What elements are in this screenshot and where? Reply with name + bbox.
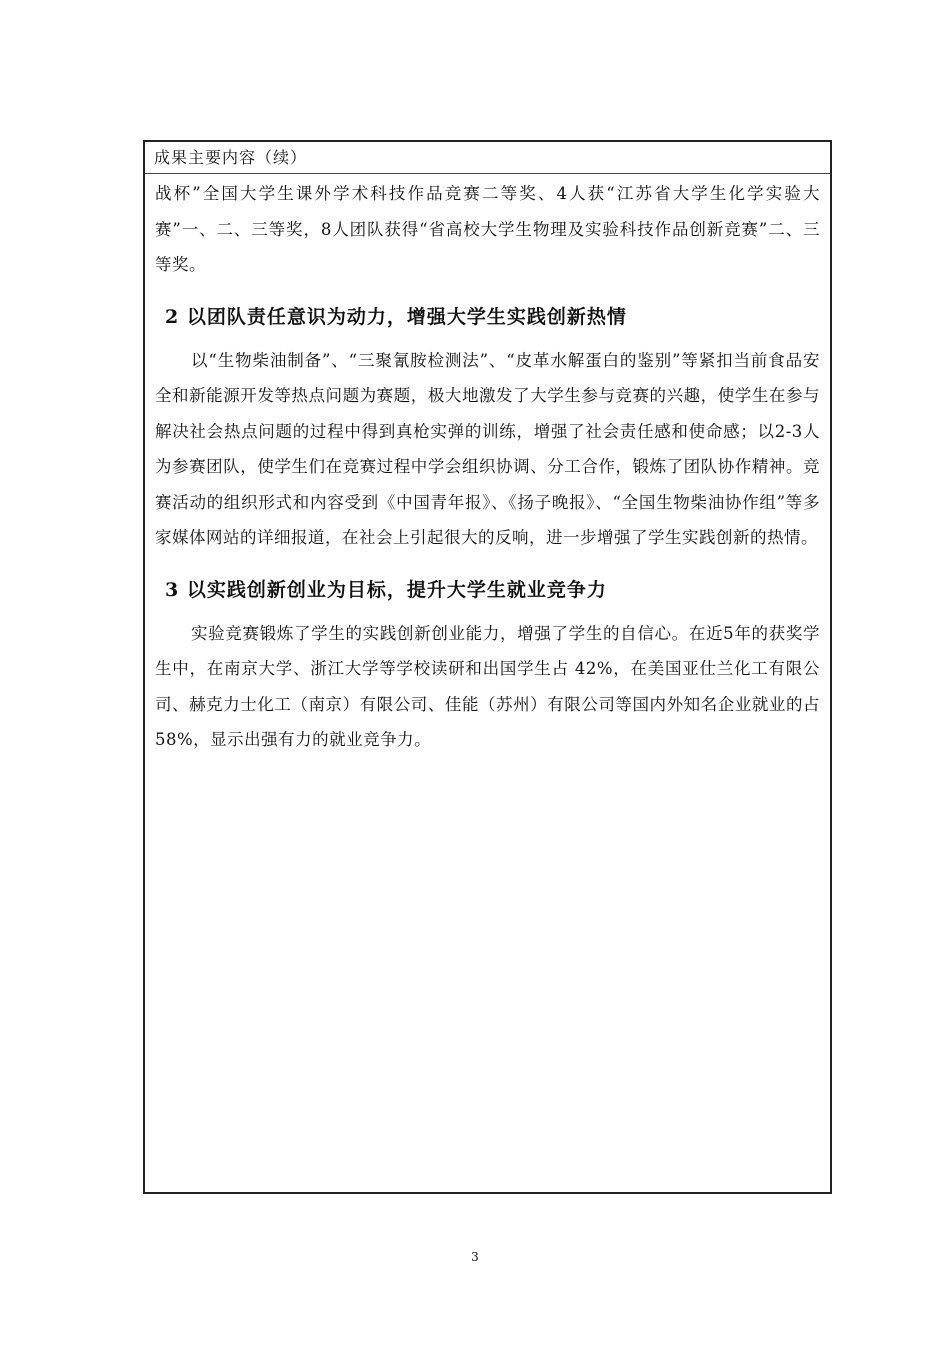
content-frame [143, 140, 832, 1194]
section-heading-3: 3 以实践创新创业为目标，提升大学生就业竞争力 [165, 578, 607, 601]
section-paragraph-2: 以“生物柴油制备”、“三聚氰胺检测法”、“皮革水解蛋白的鉴别”等紧扣当前食品安全和新能源开发等热点问题为赛题，极大地激发了大学生参与竞赛的兴趣，使学生在参与解决社会热点问题的过程中得到真枪实弹的训练，增强了社会责任感和使命感；以2-3人为参赛团队，使学生们在竞赛过程中学会组织协调、分工合作，锻炼了团队协作精神。竞赛活动的组织形式和内容受到《中国青年报》、《扬子晚报》、“全国生物柴油协作组”等多家媒体网站的详细报道，在社会上引起很大的反响，进一步增强了学生实践创新的热情。 [155, 350, 820, 547]
page-number: 3 [471, 1250, 479, 1264]
section-heading-2: 2 以团队责任意识为动力，增强大学生实践创新热情 [165, 305, 627, 328]
intro-paragraph: 战杯”全国大学生课外学术科技作品竞赛二等奖、4人获“江苏省大学生化学实验大赛”一、二、三等奖，8人团队获得“省高校大学生物理及实验科技作品创新竞赛”二、三等奖。 [155, 184, 820, 274]
frame-content [145, 176, 830, 758]
section-paragraph-3: 实验竞赛锻炼了学生的实践创新创业能力，增强了学生的自信心。在近5年的获奖学生中，在南京大学、浙江大学等学校读研和出国学生占 42%，在美国亚仕兰化工有限公司、赫克力士化工（南京）有限公司、佳能（苏州）有限公司等国内外知名企业就业的占58%，显示出强有力的就业竞争力。 [155, 623, 820, 749]
frame-header: 成果主要内容（续） [145, 142, 830, 174]
